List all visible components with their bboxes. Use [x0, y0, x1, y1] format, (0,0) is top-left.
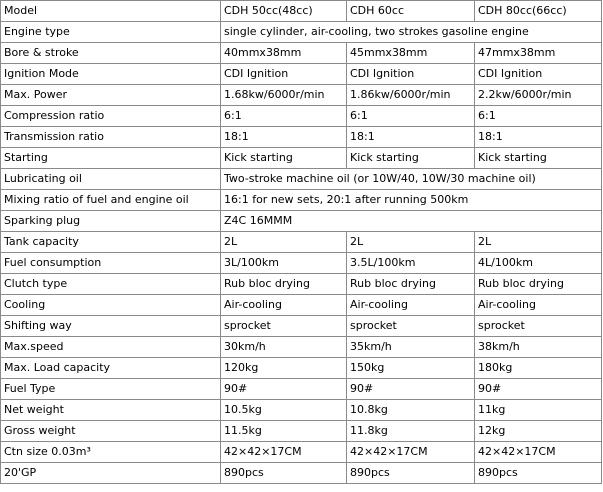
- row-label: Ignition Mode: [1, 64, 221, 85]
- value-cell: 10.8kg: [347, 400, 475, 421]
- spanning-value-cell: single cylinder, air-cooling, two strokes gasoline engine: [221, 22, 602, 43]
- value-cell: 47mmx38mm: [475, 43, 602, 64]
- value-cell: 4L/100km: [475, 253, 602, 274]
- value-cell: 42×42×17CM: [475, 442, 602, 463]
- value-cell: 2L: [347, 232, 475, 253]
- value-cell: 6:1: [347, 106, 475, 127]
- value-cell: 2L: [221, 232, 347, 253]
- value-cell: 1.86kw/6000r/min: [347, 85, 475, 106]
- table-row: [1, 232, 602, 253]
- value-cell: 45mmx38mm: [347, 43, 475, 64]
- row-label: Mixing ratio of fuel and engine oil: [1, 190, 221, 211]
- value-cell: 90#: [475, 379, 602, 400]
- table-row: [1, 358, 602, 379]
- table-row: [1, 211, 602, 232]
- value-cell: CDH 50cc(48cc): [221, 1, 347, 22]
- spanning-value-cell: Z4C 16MMM: [221, 211, 602, 232]
- value-cell: 890pcs: [221, 463, 347, 484]
- value-cell: 18:1: [221, 127, 347, 148]
- value-cell: 890pcs: [475, 463, 602, 484]
- row-label: Fuel Type: [1, 379, 221, 400]
- table-row: [1, 337, 602, 358]
- spec-table-body: [1, 1, 602, 484]
- value-cell: Kick starting: [347, 148, 475, 169]
- row-label: Cooling: [1, 295, 221, 316]
- value-cell: sprocket: [475, 316, 602, 337]
- value-cell: 2.2kw/6000r/min: [475, 85, 602, 106]
- row-label: Transmission ratio: [1, 127, 221, 148]
- row-label: 20'GP: [1, 463, 221, 484]
- value-cell: 2L: [475, 232, 602, 253]
- table-row: [1, 85, 602, 106]
- value-cell: 180kg: [475, 358, 602, 379]
- table-row: [1, 127, 602, 148]
- value-cell: Air-cooling: [347, 295, 475, 316]
- table-row: [1, 253, 602, 274]
- value-cell: 35km/h: [347, 337, 475, 358]
- value-cell: 40mmx38mm: [221, 43, 347, 64]
- value-cell: 120kg: [221, 358, 347, 379]
- value-cell: 6:1: [475, 106, 602, 127]
- table-row: [1, 190, 602, 211]
- row-label: Ctn size 0.03m³: [1, 442, 221, 463]
- spanning-value-cell: Two-stroke machine oil (or 10W/40, 10W/30 machine oil): [221, 169, 602, 190]
- value-cell: 11.8kg: [347, 421, 475, 442]
- value-cell: 18:1: [475, 127, 602, 148]
- value-cell: 11kg: [475, 400, 602, 421]
- value-cell: Rub bloc drying: [347, 274, 475, 295]
- value-cell: 12kg: [475, 421, 602, 442]
- value-cell: 38km/h: [475, 337, 602, 358]
- table-row: [1, 43, 602, 64]
- value-cell: 42×42×17CM: [221, 442, 347, 463]
- value-cell: Air-cooling: [221, 295, 347, 316]
- row-label: Engine type: [1, 22, 221, 43]
- value-cell: CDI Ignition: [347, 64, 475, 85]
- table-row: [1, 316, 602, 337]
- row-label: Net weight: [1, 400, 221, 421]
- row-label: Clutch type: [1, 274, 221, 295]
- table-row: [1, 169, 602, 190]
- value-cell: sprocket: [221, 316, 347, 337]
- value-cell: 42×42×17CM: [347, 442, 475, 463]
- value-cell: 90#: [221, 379, 347, 400]
- value-cell: 11.5kg: [221, 421, 347, 442]
- value-cell: 3L/100km: [221, 253, 347, 274]
- value-cell: 6:1: [221, 106, 347, 127]
- row-label: Max. Power: [1, 85, 221, 106]
- row-label: Starting: [1, 148, 221, 169]
- table-row: [1, 64, 602, 85]
- table-row: [1, 442, 602, 463]
- value-cell: 150kg: [347, 358, 475, 379]
- table-row: [1, 1, 602, 22]
- table-row: [1, 400, 602, 421]
- row-label: Lubricating oil: [1, 169, 221, 190]
- row-label: Tank capacity: [1, 232, 221, 253]
- row-label: Gross weight: [1, 421, 221, 442]
- table-row: [1, 22, 602, 43]
- value-cell: CDI Ignition: [475, 64, 602, 85]
- row-label: Bore & stroke: [1, 43, 221, 64]
- value-cell: 30km/h: [221, 337, 347, 358]
- table-row: [1, 463, 602, 484]
- table-row: [1, 148, 602, 169]
- row-label: Model: [1, 1, 221, 22]
- row-label: Max. Load capacity: [1, 358, 221, 379]
- value-cell: sprocket: [347, 316, 475, 337]
- value-cell: 90#: [347, 379, 475, 400]
- value-cell: CDH 80cc(66cc): [475, 1, 602, 22]
- row-label: Compression ratio: [1, 106, 221, 127]
- table-row: [1, 274, 602, 295]
- value-cell: 890pcs: [347, 463, 475, 484]
- table-row: [1, 295, 602, 316]
- value-cell: 3.5L/100km: [347, 253, 475, 274]
- row-label: Max.speed: [1, 337, 221, 358]
- value-cell: 10.5kg: [221, 400, 347, 421]
- value-cell: Rub bloc drying: [475, 274, 602, 295]
- table-row: [1, 106, 602, 127]
- value-cell: CDI Ignition: [221, 64, 347, 85]
- row-label: Sparking plug: [1, 211, 221, 232]
- value-cell: 18:1: [347, 127, 475, 148]
- table-row: [1, 379, 602, 400]
- row-label: Shifting way: [1, 316, 221, 337]
- value-cell: 1.68kw/6000r/min: [221, 85, 347, 106]
- row-label: Fuel consumption: [1, 253, 221, 274]
- spanning-value-cell: 16:1 for new sets, 20:1 after running 500km: [221, 190, 602, 211]
- value-cell: Air-cooling: [475, 295, 602, 316]
- table-row: [1, 421, 602, 442]
- value-cell: Rub bloc drying: [221, 274, 347, 295]
- value-cell: Kick starting: [221, 148, 347, 169]
- value-cell: Kick starting: [475, 148, 602, 169]
- value-cell: CDH 60cc: [347, 1, 475, 22]
